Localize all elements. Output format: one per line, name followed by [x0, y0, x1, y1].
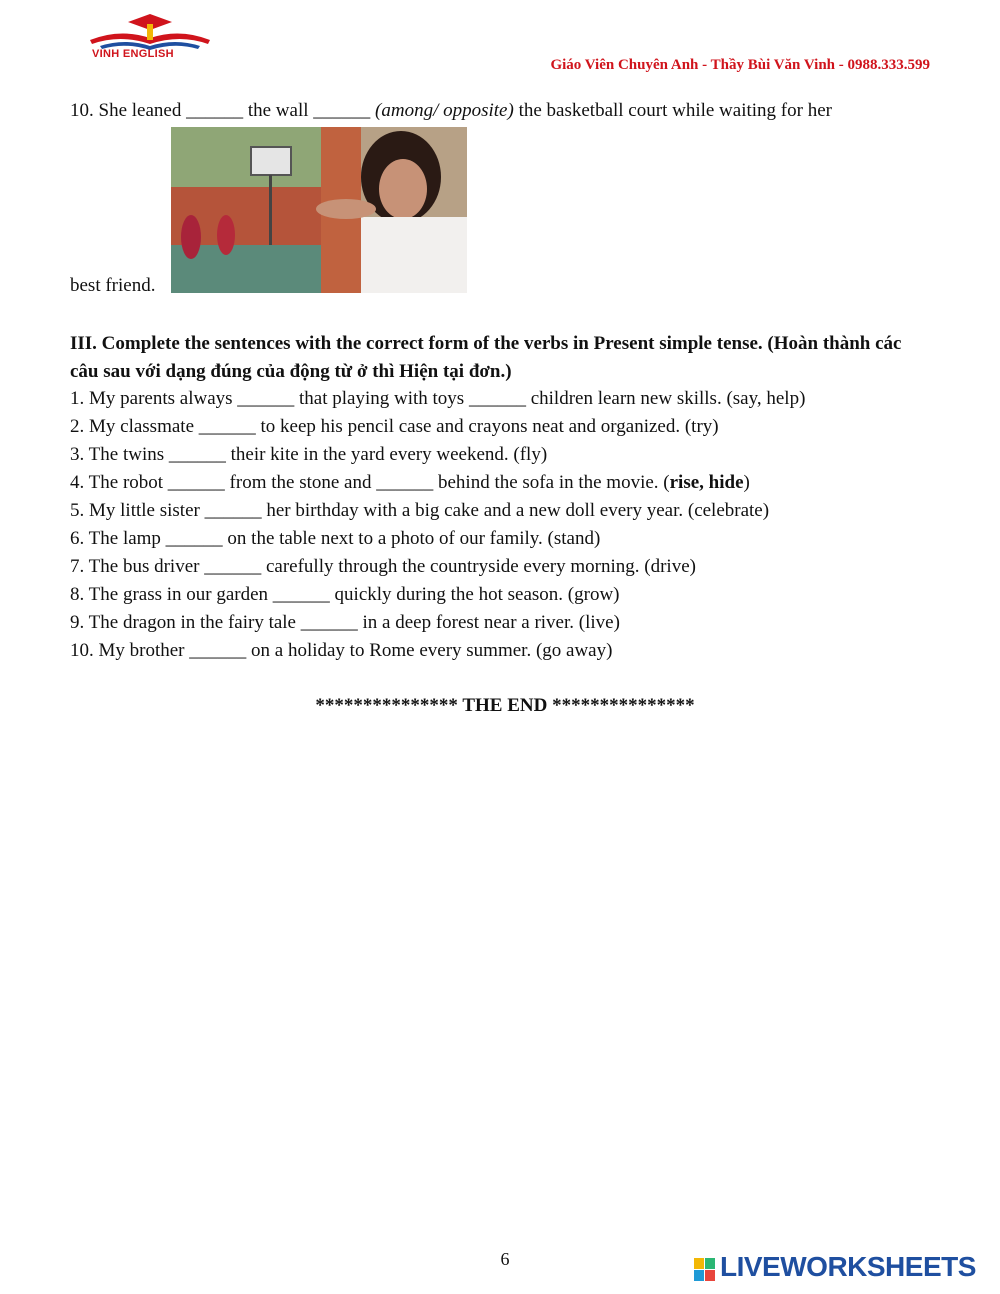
end-marker: *************** THE END *************** — [315, 695, 695, 716]
list-item: 2. My classmate ______ to keep his pencil case and crayons neat and organized. (try) — [70, 416, 719, 437]
section-3-list — [70, 387, 805, 667]
list-item: 10. My brother ______ on a holiday to Rome every summer. (go away) — [70, 640, 613, 661]
liveworksheets-logo: LIVEWORKSHEETS — [720, 1251, 976, 1282]
list-item: 4. The robot ______ from the stone and ______ behind the sofa in the movie. (rise, hide) — [70, 472, 750, 493]
question-10-line1: 10. She leaned ______ the wall ______ (among/ opposite) the basketball court while waiting for her — [70, 100, 832, 121]
teacher-info: Giáo Viên Chuyên Anh - Thầy Bùi Văn Vinh - 0988.333.599 — [550, 57, 930, 73]
list-item: 7. The bus driver ______ carefully through the countryside every morning. (drive) — [70, 556, 696, 577]
logo-text: VINH ENGLISH — [92, 48, 174, 60]
section-3-instructions: III. Complete the sentences with the correct form of the verbs in Present simple tense. (Hoàn thành các câu sau với dạng đúng của động từ ở thì Hiện tại đơn.) — [70, 333, 902, 382]
list-item: 1. My parents always ______ that playing with toys ______ children learn new skills. (say, help) — [70, 388, 806, 409]
list-item: 9. The dragon in the fairy tale ______ in a deep forest near a river. (live) — [70, 612, 620, 633]
liveworksheets-icon — [694, 1258, 716, 1282]
page-number: 6 — [500, 1249, 510, 1269]
list-item: 5. My little sister ______ her birthday with a big cake and a new doll every year. (celebrate) — [70, 500, 770, 521]
basketball-court-photo — [171, 127, 467, 293]
list-item: 8. The grass in our garden ______ quickly during the hot season. (grow) — [70, 584, 620, 605]
list-item: 3. The twins ______ their kite in the yard every weekend. (fly) — [70, 444, 548, 465]
question-10-line2: best friend. — [70, 275, 156, 296]
list-item: 6. The lamp ______ on the table next to a photo of our family. (stand) — [70, 528, 601, 549]
